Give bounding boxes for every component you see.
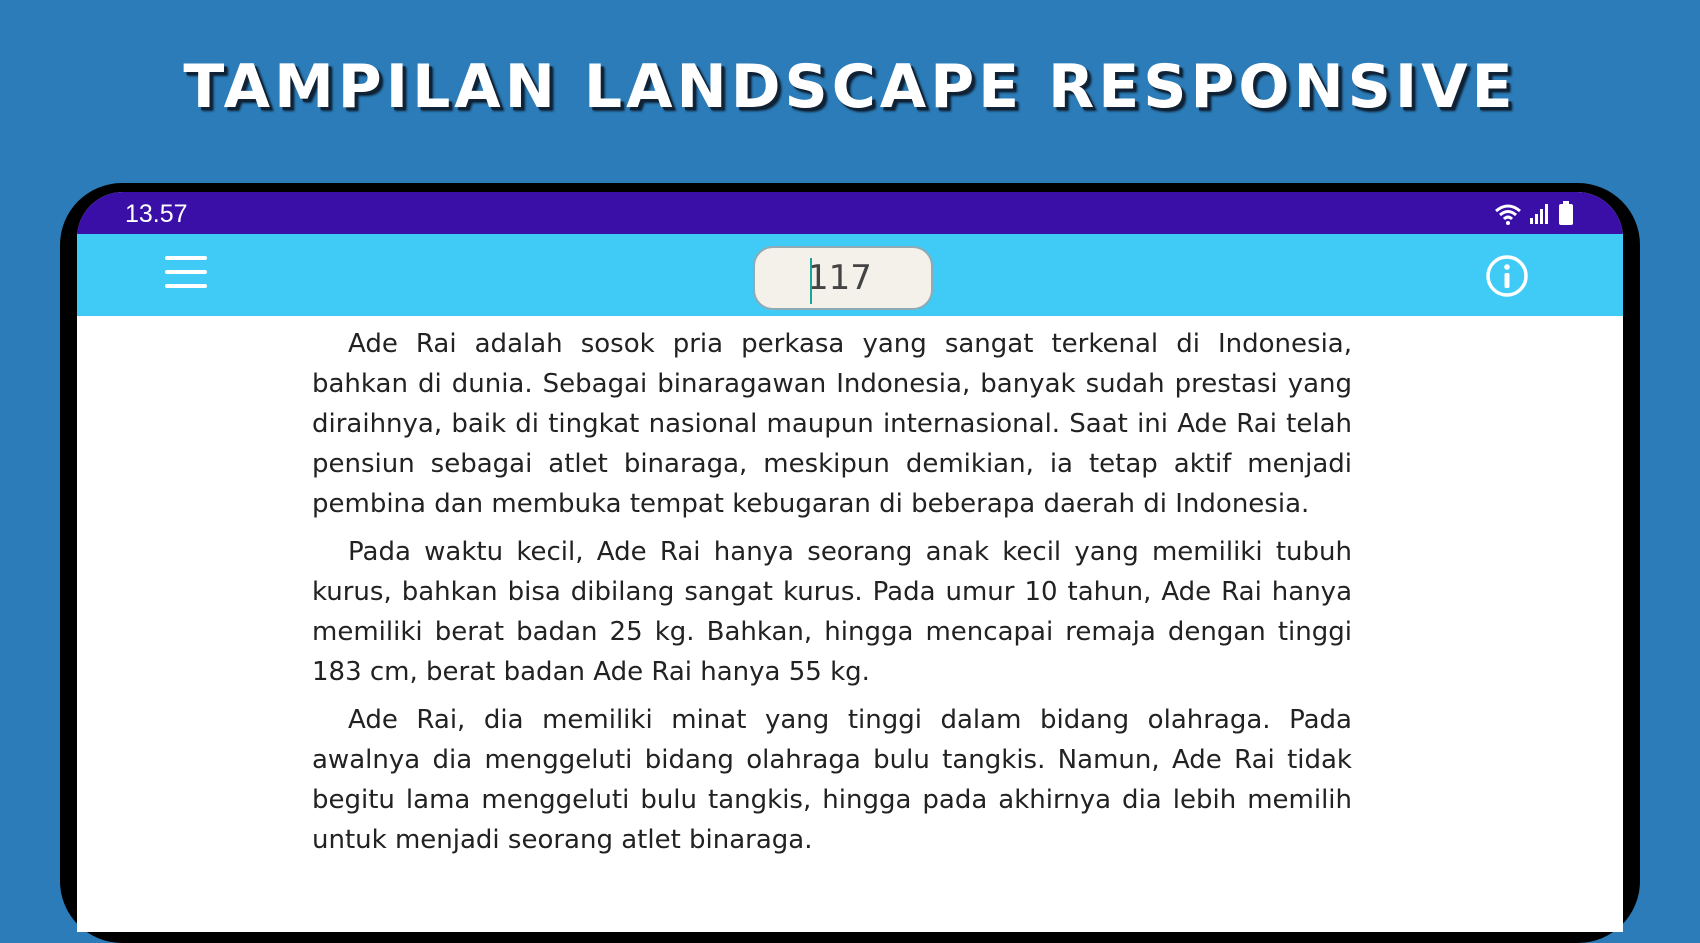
- paragraph: Ade Rai, dia memiliki minat yang tinggi dalam bidang olahraga. Pada awalnya dia menggeluti bidang olahraga bulu tangkis. Namun, Ade Rai tidak begitu lama menggeluti bulu tangkis, hingga pada akhirnya dia lebih memilih untuk menjadi seorang atlet binaraga.: [312, 705, 1352, 855]
- phone-screen: [77, 192, 1623, 932]
- signal-icon: [1529, 203, 1551, 225]
- page-number-input[interactable]: [807, 256, 917, 300]
- text-caret: [810, 258, 812, 304]
- app-bar: [77, 234, 1623, 316]
- paragraph: Pada waktu kecil, Ade Rai hanya seorang anak kecil yang memiliki tubuh kurus, bahkan bisa dibilang sangat kurus. Pada umur 10 tahun, Ade Rai hanya memiliki berat badan 25 kg. Bahkan, hingga mencapai remaja dengan tinggi 183 cm, berat badan Ade Rai hanya 55 kg.: [312, 537, 1352, 687]
- battery-icon: [1559, 201, 1573, 225]
- reading-content: [312, 324, 1352, 868]
- info-icon[interactable]: [1485, 254, 1529, 298]
- hamburger-menu-icon[interactable]: [165, 256, 207, 296]
- page-number-box[interactable]: [753, 246, 933, 310]
- paragraph: Ade Rai adalah sosok pria perkasa yang sangat terkenal di Indonesia, bahkan di dunia. Sebagai binaragawan Indonesia, banyak sudah prestasi yang diraihnya, baik di tingkat nasional maupun internasional. Saat ini Ade Rai telah pensiun sebagai atlet binaraga, meskipun demikian, ia tetap aktif menjadi pembina dan membuka tempat kebugaran di beberapa daerah di Indonesia.: [312, 329, 1352, 519]
- banner-title: TAMPILAN LANDSCAPE RESPONSIVE: [183, 52, 1517, 122]
- wifi-icon: [1495, 203, 1521, 225]
- status-icons: [1495, 201, 1573, 225]
- status-time: 13.57: [125, 200, 188, 228]
- status-bar: [77, 192, 1623, 234]
